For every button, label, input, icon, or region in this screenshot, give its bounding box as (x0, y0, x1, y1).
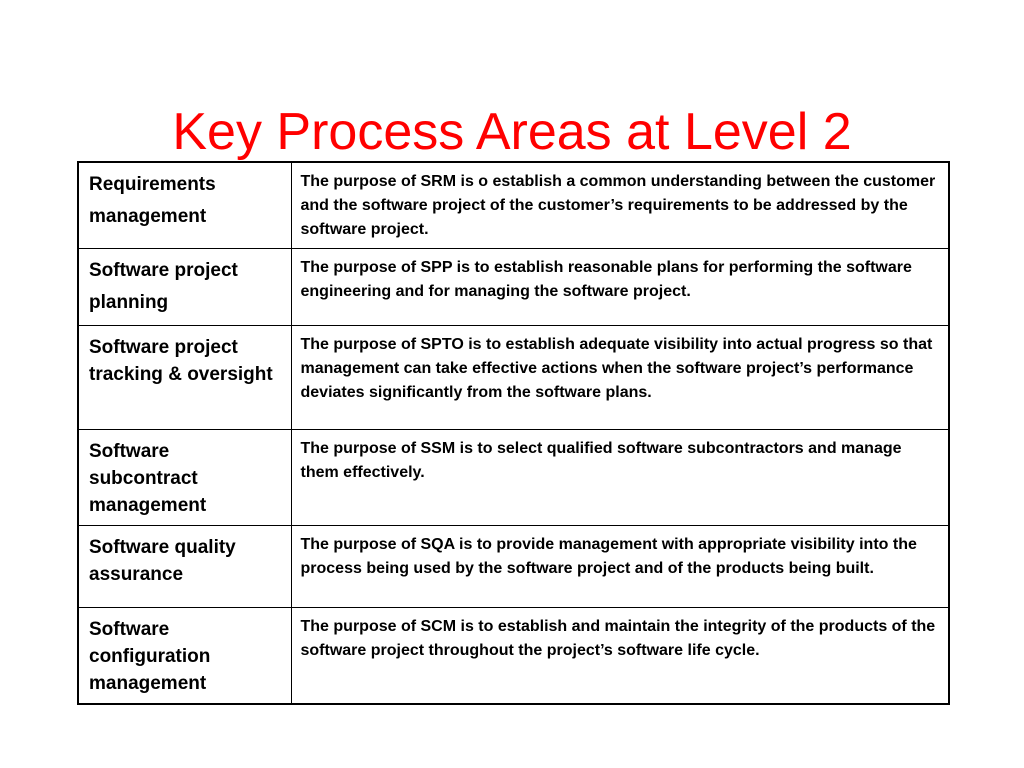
purpose-cell: The purpose of SRM is o establish a common understanding between the customer and the software project of the customer’s requirements to be addressed by the software project. (291, 162, 949, 249)
process-area-cell: Software quality assurance (78, 526, 291, 608)
key-process-areas-table (77, 161, 950, 705)
purpose-cell: The purpose of SQA is to provide management with appropriate visibility into the process being used by the software project and of the products being built. (291, 526, 949, 608)
process-area-cell: Software configuration management (78, 608, 291, 705)
table-row (78, 249, 949, 326)
table-row (78, 430, 949, 526)
table-row (78, 162, 949, 249)
purpose-cell: The purpose of SCM is to establish and maintain the integrity of the products of the software project throughout the project’s software life cycle. (291, 608, 949, 705)
purpose-cell: The purpose of SPTO is to establish adequate visibility into actual progress so that management can take effective actions when the software project’s performance deviates significantly from the software plans. (291, 326, 949, 430)
purpose-cell: The purpose of SSM is to select qualified software subcontractors and manage them effectively. (291, 430, 949, 526)
process-area-cell: Software subcontract management (78, 430, 291, 526)
table-row (78, 608, 949, 705)
slide-title: Key Process Areas at Level 2 (172, 103, 852, 161)
process-area-cell: Software project planning (78, 249, 291, 326)
purpose-cell: The purpose of SPP is to establish reasonable plans for performing the software engineering and for managing the software project. (291, 249, 949, 326)
process-area-cell: Software project tracking & oversight (78, 326, 291, 430)
process-area-cell: Requirements management (78, 162, 291, 249)
table-row (78, 326, 949, 430)
table-row (78, 526, 949, 608)
